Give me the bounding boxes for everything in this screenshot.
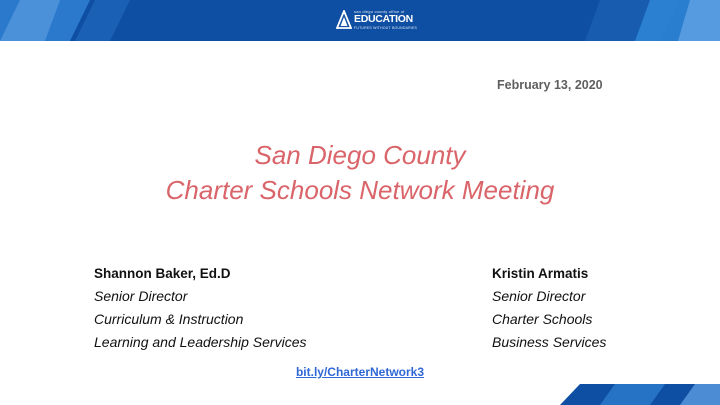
- slide-title-line1: San Diego County: [254, 140, 466, 170]
- network-link[interactable]: bit.ly/CharterNetwork3: [295, 365, 425, 379]
- presenter-left: [94, 262, 306, 354]
- meeting-date: February 13, 2020: [497, 78, 603, 92]
- logo-text-line1: san diego county office of: [354, 9, 405, 14]
- triangle-logo-icon: [336, 10, 352, 30]
- presenter-division: Learning and Leadership Services: [94, 334, 307, 350]
- footer-banner: [0, 384, 720, 405]
- presenter-department: Charter Schools: [492, 311, 593, 327]
- presenter-name: Kristin Armatis: [492, 266, 589, 281]
- presenter-name: Shannon Baker, Ed.D: [94, 266, 231, 281]
- logo-text-line3: FUTURES WITHOUT BOUNDARIES: [354, 26, 418, 30]
- sdcoe-logo: [336, 8, 418, 34]
- presenter-right: [492, 262, 606, 354]
- presenter-division: Business Services: [492, 334, 607, 350]
- slide-title-line2: Charter Schools Network Meeting: [165, 175, 555, 205]
- logo-text-line2: EDUCATION: [354, 13, 413, 25]
- presenter-title: Senior Director: [94, 288, 188, 304]
- presenter-department: Curriculum & Instruction: [94, 311, 244, 327]
- presenter-title: Senior Director: [492, 288, 586, 304]
